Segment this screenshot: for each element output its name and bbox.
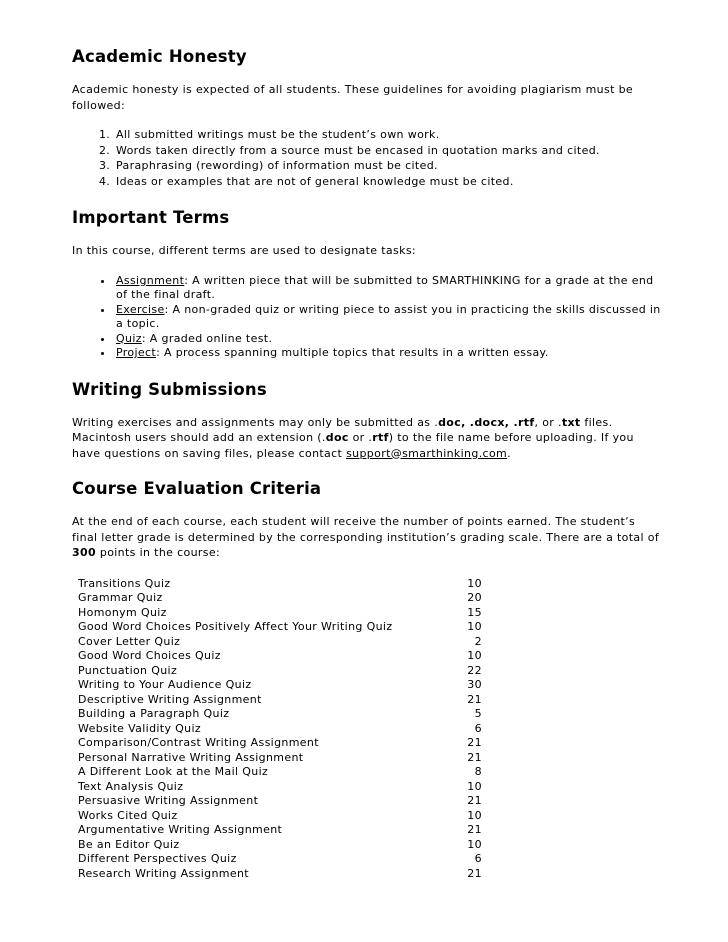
- item-points: 21: [467, 866, 482, 880]
- file-types-bold: doc, .docx, .rtf: [438, 415, 535, 429]
- table-row: [78, 780, 482, 795]
- term-quiz: Quiz: [116, 331, 142, 345]
- item-name: Transitions Quiz: [78, 576, 171, 590]
- item-points: 10: [467, 576, 482, 590]
- item-name: Different Perspectives Quiz: [78, 852, 237, 865]
- course-evaluation-text: At the end of each course, each student will receive the number of points earned. The student’s final letter grade is determined by the corresponding institution’s grading scale. There are a total of 300 points in the course:: [72, 515, 660, 559]
- item-name: Good Word Choices Positively Affect Your Writing Quiz: [78, 620, 393, 633]
- item-name: Argumentative Writing Assignment: [78, 823, 283, 836]
- course-evaluation-heading: Course Evaluation Criteria: [72, 479, 322, 498]
- item-name: Website Validity Quiz: [78, 721, 202, 735]
- important-terms-heading: Important Terms: [72, 208, 230, 227]
- item-points: 10: [467, 649, 482, 662]
- item-points: 20: [467, 591, 482, 604]
- term-exercise: Exercise: [116, 302, 165, 316]
- item-name: Persuasive Writing Assignment: [78, 794, 259, 807]
- item-name: Comparison/Contrast Writing Assignment: [78, 736, 319, 749]
- academic-honesty-intro: Academic honesty is expected of all students. These guidelines for avoiding plagiarism must be followed:: [72, 83, 634, 112]
- item-name: Building a Paragraph Quiz: [78, 707, 230, 720]
- item-name: Works Cited Quiz: [78, 808, 178, 822]
- terms-list: [72, 274, 662, 361]
- table-row: [78, 649, 482, 664]
- list-item: 1. All submitted writings must be the student’s own work.: [114, 127, 662, 143]
- table-row: [78, 693, 482, 708]
- term-definition: : A non-graded quiz or writing piece to assist you in practicing the skills discussed in a topic.: [116, 302, 661, 330]
- writing-submissions-heading: Writing Submissions: [72, 379, 267, 399]
- table-row: [78, 794, 482, 809]
- table-row: [78, 823, 482, 838]
- item-name: Personal Narrative Writing Assignment: [78, 750, 304, 764]
- table-row: [78, 664, 482, 679]
- term-definition: : A written piece that will be submitted to SMARTHINKING for a grade at the end of the final draft.: [116, 273, 654, 301]
- item-name: Cover Letter Quiz: [78, 634, 181, 648]
- item-points: 15: [467, 605, 482, 619]
- table-row: [78, 809, 482, 824]
- table-row: [78, 635, 482, 650]
- table-row: [78, 867, 482, 882]
- item-name: Good Word Choices Quiz: [78, 649, 221, 662]
- item-points: 8: [474, 765, 482, 778]
- item-points: 10: [467, 837, 482, 851]
- item-name: Punctuation Quiz: [78, 663, 178, 677]
- support-email-link[interactable]: support@smarthinking.com: [346, 446, 508, 460]
- list-item: 3. Paraphrasing (rewording) of information must be cited.: [114, 158, 662, 174]
- list-item: [114, 274, 662, 303]
- list-item: [114, 332, 662, 347]
- table-row: [78, 678, 482, 693]
- item-name: A Different Look at the Mail Quiz: [78, 765, 269, 778]
- table-row: [78, 838, 482, 853]
- writing-submissions-text: Writing exercises and assignments may only be submitted as .doc, .docx, .rtf, or .txt files. Macintosh users should add an extension (.doc or .rtf) to the file name before uploading. If you have questions on saving files, please contact support@smarthinking.com.: [72, 415, 634, 460]
- academic-honesty-heading: Academic Honesty: [72, 47, 247, 66]
- table-row: [78, 577, 482, 592]
- file-type-rtf: rtf: [372, 431, 389, 444]
- important-terms-intro: In this course, different terms are used to designate tasks:: [72, 244, 416, 257]
- table-row: [78, 591, 482, 606]
- term-assignment: Assignment: [116, 273, 185, 287]
- list-item: [114, 346, 662, 361]
- item-points: 2: [474, 634, 482, 648]
- list-item: 4. Ideas or examples that are not of general knowledge must be cited.: [114, 174, 662, 190]
- term-definition: : A process spanning multiple topics that results in a written essay.: [156, 346, 549, 359]
- item-name: Homonym Quiz: [78, 605, 167, 619]
- item-name: Be an Editor Quiz: [78, 837, 180, 851]
- term-project: Project: [116, 346, 157, 359]
- item-name: Grammar Quiz: [78, 591, 163, 604]
- table-row: [78, 707, 482, 722]
- table-row: [78, 736, 482, 751]
- item-points: 10: [467, 808, 482, 822]
- item-points: 21: [467, 750, 482, 764]
- item-points: 22: [467, 663, 482, 677]
- item-points: 10: [467, 620, 482, 633]
- item-points: 5: [474, 707, 482, 720]
- table-row: [78, 852, 482, 867]
- file-type-txt: txt: [561, 415, 581, 429]
- item-points: 21: [467, 692, 482, 706]
- table-row: [78, 751, 482, 766]
- plagiarism-rules-list: [72, 127, 662, 189]
- item-points: 21: [467, 736, 482, 749]
- item-points: 21: [467, 823, 482, 836]
- table-row: [78, 722, 482, 737]
- document-page: [72, 46, 662, 881]
- term-definition: : A graded online test.: [141, 331, 273, 345]
- table-row: [78, 765, 482, 780]
- item-name: Writing to Your Audience Quiz: [78, 678, 252, 691]
- item-points: 6: [474, 721, 482, 735]
- list-item: 2. Words taken directly from a source must be encased in quotation marks and cited.: [114, 143, 662, 159]
- item-points: 21: [467, 794, 482, 807]
- item-points: 10: [467, 779, 482, 793]
- item-name: Text Analysis Quiz: [78, 779, 184, 793]
- points-table: [78, 577, 482, 882]
- item-name: Descriptive Writing Assignment: [78, 692, 262, 706]
- item-name: Research Writing Assignment: [78, 866, 249, 880]
- file-type-doc: doc: [325, 431, 349, 444]
- table-row: [78, 620, 482, 635]
- total-points: 300: [72, 546, 97, 559]
- item-points: 6: [474, 852, 482, 865]
- table-row: [78, 606, 482, 621]
- item-points: 30: [467, 678, 482, 691]
- list-item: [114, 303, 662, 332]
